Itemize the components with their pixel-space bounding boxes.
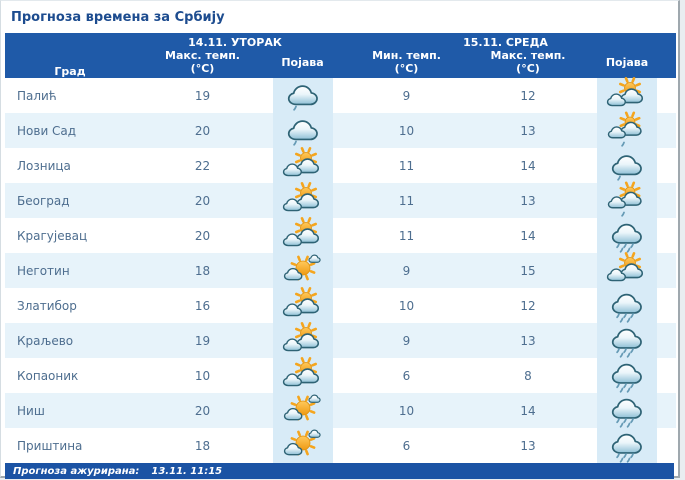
table-row [5,78,676,113]
unit-label: (°C) [190,62,215,75]
max-temp-label: Макс. темп. [165,49,240,62]
last-updated-bar [5,463,674,479]
sun-clouds-drizzle-icon [607,183,647,218]
cloud-drizzle-icon [607,148,647,183]
day1-max-temp: 19 [194,88,211,103]
day1-phenomenon-cell [270,148,335,183]
sun-clouds-icon-box [597,253,657,288]
day2-phenomenon-cell [578,78,676,113]
sun-clouds-icon [283,358,323,393]
day2-max-temp: 13 [478,183,578,218]
day1-max-temp: 19 [135,323,270,358]
day1-phenomenon-cell [270,288,335,323]
day2-max-temp: 14 [520,228,536,243]
day2-phenomenon-cell [578,288,676,323]
table-row [5,323,676,358]
cloud-rain-icon-box [597,218,657,253]
cloud-drizzle-icon-box [273,78,333,113]
cloud-rain-icon [607,218,647,253]
day1-phenomenon-cell [270,393,335,428]
sun-clouds-icon-box [597,78,657,113]
day2-phenomenon-cell [578,358,676,393]
day2-min-temp: 6 [402,438,411,453]
day2-min-temp: 10 [398,298,415,313]
sun-clouds-icon-box [273,323,333,358]
day2-phenomenon-cell [578,253,676,288]
day2-min-temp: 11 [335,183,478,218]
day1-phenomenon-cell [270,113,335,148]
day2-phenomenon-cell [578,148,676,183]
city-name: Лозница [17,158,71,173]
day1-phenomenon-cell [270,218,335,253]
day2-min-temp: 11 [398,228,415,243]
day1-max-temp: 18 [135,253,270,288]
day2-min-temp: 9 [335,253,478,288]
sun-clouds-icon [283,183,323,218]
city-name: Краљево [5,323,135,358]
table-row [5,428,676,463]
day2-phenomenon-cell [578,428,676,463]
table-row [5,253,676,288]
city-name: Београд [5,183,135,218]
day1-phenomenon-cell [270,323,335,358]
column-header-city: Град [5,33,135,78]
day2-phenomenon-cell [578,183,676,218]
sun-clouds-drizzle-icon-box [597,183,657,218]
day2-min-temp: 11 [398,158,415,173]
column-header-day2-max [478,49,578,78]
day2-min-temp: 9 [402,88,411,103]
table-row [5,358,676,393]
cloud-drizzle-icon-box [273,113,333,148]
city-name: Ниш [5,393,135,428]
cloud-rain-icon-box [597,323,657,358]
cloud-drizzle-icon [283,78,323,113]
day1-max-temp: 18 [194,438,211,453]
cloud-rain-icon [607,358,647,393]
cloud-rain-icon-box [597,428,657,463]
city-name: Крагујевац [17,228,88,243]
mostly-sunny-icon [283,428,323,463]
day1-phenomenon-cell [270,428,335,463]
sun-clouds-icon [283,323,323,358]
day2-max-temp: 13 [520,438,536,453]
column-header-day2-min [335,49,478,78]
day1-date-header: 14.11. УТОРАК [135,33,335,49]
sun-clouds-icon [607,253,647,288]
page-title: Прогноза времена за Србију [11,10,225,25]
table-row [5,218,676,253]
cloud-rain-icon-box [597,393,657,428]
day2-min-temp: 10 [335,393,478,428]
unit-label: (°C) [516,62,540,75]
city-name: Палић [17,88,57,103]
mostly-sunny-icon-box [273,428,333,463]
day1-max-temp: 20 [135,113,270,148]
forecast-table [5,33,676,463]
day1-phenomenon-cell [270,253,335,288]
day2-max-temp: 14 [520,158,536,173]
day2-max-temp: 12 [520,298,536,313]
cloud-rain-icon [607,323,647,358]
day2-max-temp: 14 [478,393,578,428]
day2-max-temp: 15 [478,253,578,288]
day2-max-temp: 13 [478,113,578,148]
day1-max-temp: 10 [194,368,211,383]
city-name: Копаоник [17,368,79,383]
sun-clouds-icon-box [273,148,333,183]
table-row [5,288,676,323]
city-name: Златибор [17,298,77,313]
forecast-table-body [5,78,676,463]
day2-min-temp: 10 [335,113,478,148]
city-name: Неготин [5,253,135,288]
forecast-table-header [5,33,676,78]
day1-max-temp: 20 [135,183,270,218]
mostly-sunny-icon [283,393,323,428]
sun-clouds-icon-box [273,288,333,323]
min-temp-label: Мин. темп. [372,49,441,62]
sun-clouds-icon [283,148,323,183]
sun-clouds-icon-box [273,183,333,218]
day1-max-temp: 20 [194,228,211,243]
updated-timestamp: 13.11. 11:15 [151,465,223,477]
sun-clouds-icon [283,218,323,253]
day2-min-temp: 6 [402,368,411,383]
day2-phenomenon-cell [578,113,676,148]
city-name: Приштина [17,438,83,453]
day1-phenomenon-cell [270,183,335,218]
updated-label: Прогноза ажурирана: [13,465,140,477]
day1-max-temp: 20 [135,393,270,428]
table-row [5,393,676,428]
day2-max-temp: 8 [524,368,532,383]
unit-label: (°C) [394,62,419,75]
cloud-rain-icon [607,288,647,323]
day1-max-temp: 16 [194,298,211,313]
table-row [5,148,676,183]
mostly-sunny-icon-box [273,393,333,428]
sun-clouds-icon-box [273,358,333,393]
day1-phenomenon-cell [270,358,335,393]
cloud-drizzle-icon-box [597,148,657,183]
sun-clouds-icon [607,78,647,113]
day2-date-header: 15.11. СРЕДА [335,33,676,49]
column-header-day2-phenomenon: Појава [578,49,676,78]
day2-phenomenon-cell [578,393,676,428]
column-header-day1-max [135,49,270,78]
mostly-sunny-icon-box [273,253,333,288]
day1-phenomenon-cell [270,78,335,113]
day2-max-temp: 13 [478,323,578,358]
sun-clouds-drizzle-icon [607,113,647,148]
day2-phenomenon-cell [578,218,676,253]
table-row [5,113,676,148]
column-header-day1-phenomenon: Појава [270,49,335,78]
cloud-rain-icon [607,428,647,463]
max-temp-label: Макс. темп. [490,49,566,62]
cloud-rain-icon [607,393,647,428]
day2-min-temp: 9 [335,323,478,358]
day2-max-temp: 12 [520,88,536,103]
day2-phenomenon-cell [578,323,676,358]
cloud-rain-icon-box [597,288,657,323]
sun-clouds-drizzle-icon-box [597,113,657,148]
day1-max-temp: 22 [194,158,211,173]
city-name: Нови Сад [5,113,135,148]
cloud-drizzle-icon [283,113,323,148]
cloud-rain-icon-box [597,358,657,393]
mostly-sunny-icon [283,253,323,288]
table-row [5,183,676,218]
sun-clouds-icon-box [273,218,333,253]
sun-clouds-icon [283,288,323,323]
